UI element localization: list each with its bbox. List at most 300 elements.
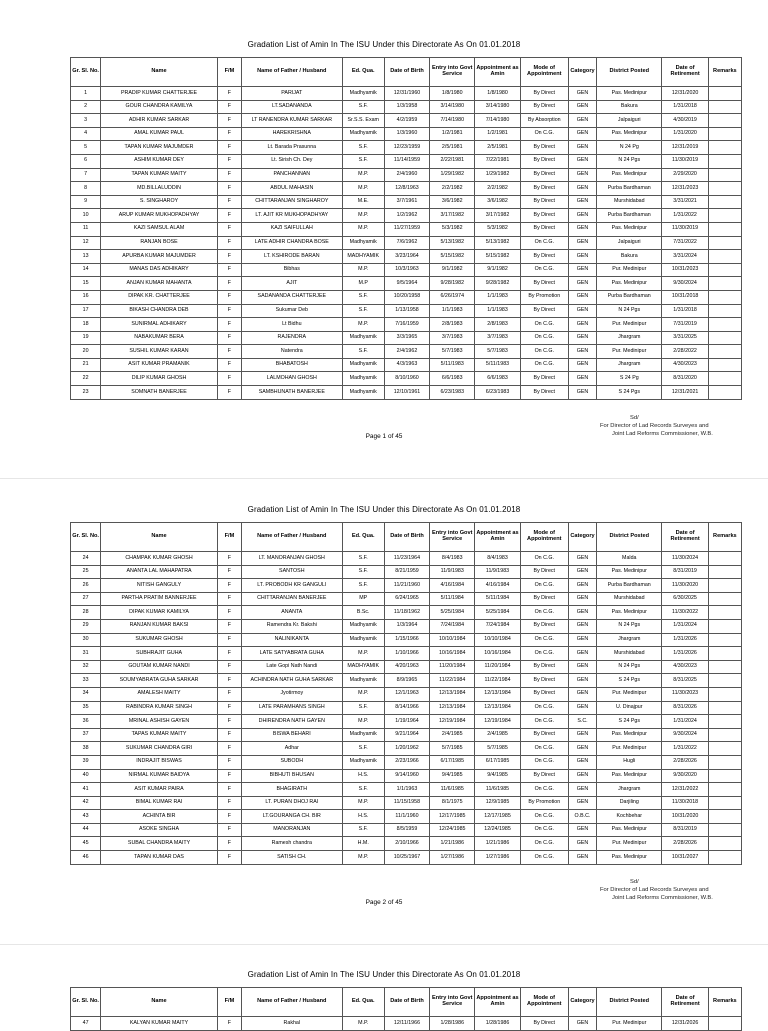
cell-name: AMALESH MAITY [101, 687, 218, 701]
cell-edu: S.F. [342, 290, 384, 304]
cell-mode: On C.G. [520, 755, 568, 769]
cell-appt: 11/20/1984 [475, 660, 520, 674]
cell-cat: GEN [568, 769, 596, 783]
cell-father: AJIT [242, 277, 343, 291]
cell-retire: 12/31/2019 [662, 141, 708, 155]
cell-cat: GEN [568, 742, 596, 756]
cell-remarks [708, 1017, 741, 1031]
cell-sl: 10 [71, 209, 101, 223]
cell-appt: 9/4/1985 [475, 769, 520, 783]
cell-dob: 11/14/1959 [384, 154, 429, 168]
cell-sl: 35 [71, 701, 101, 715]
cell-sl: 19 [71, 331, 101, 345]
cell-district: Jhargram [597, 633, 662, 647]
cell-fm: F [217, 552, 241, 566]
table-row [71, 579, 742, 593]
cell-appt: 2/8/1983 [475, 318, 520, 332]
col-appt-header: Appointment as Amin [475, 58, 520, 87]
cell-cat: GEN [568, 250, 596, 264]
cell-sl: 22 [71, 372, 101, 386]
cell-fm: F [217, 715, 241, 729]
cell-name: S. SINGHAROY [101, 195, 218, 209]
cell-appt: 5/15/1982 [475, 250, 520, 264]
cell-father: Lt Bidhu [242, 318, 343, 332]
cell-entry: 12/13/1984 [430, 687, 475, 701]
cell-entry: 10/10/1984 [430, 633, 475, 647]
cell-name: TAPAN KUMAR MAITY [101, 168, 218, 182]
cell-dob: 9/21/1964 [384, 728, 429, 742]
signature-line-1: For Director of Lad Records Surveyes and [600, 887, 709, 893]
cell-entry: 5/7/1983 [430, 345, 475, 359]
cell-retire: 11/30/2020 [662, 579, 708, 593]
cell-cat: GEN [568, 318, 596, 332]
cell-name: ASIT KUMAR PAIRA [101, 783, 218, 797]
cell-name: INDRAJIT BISWAS [101, 755, 218, 769]
cell-mode: By Direct [520, 592, 568, 606]
cell-entry: 1/8/1980 [430, 87, 475, 101]
cell-mode: By Direct [520, 100, 568, 114]
cell-father: Jyotirmoy [242, 687, 343, 701]
cell-appt: 5/11/1984 [475, 592, 520, 606]
cell-cat: GEN [568, 783, 596, 797]
cell-dob: 2/4/1960 [384, 168, 429, 182]
cell-remarks [708, 168, 741, 182]
cell-district: U. Dinajpur [597, 701, 662, 715]
cell-mode: By Direct [520, 277, 568, 291]
table-row [71, 222, 742, 236]
page-divider [0, 478, 768, 479]
cell-name: GOUTAM KUMAR NANDI [101, 660, 218, 674]
cell-dob: 4/20/1963 [384, 660, 429, 674]
cell-entry: 9/28/1982 [430, 277, 475, 291]
col-entry-header: Entry into Govt Service [430, 988, 475, 1017]
cell-entry: 3/7/1983 [430, 331, 475, 345]
cell-remarks [708, 290, 741, 304]
table-row [71, 345, 742, 359]
cell-district: S 24 Pgs [597, 715, 662, 729]
cell-entry: 5/11/1984 [430, 592, 475, 606]
cell-dob: 12/11/1966 [384, 1017, 429, 1031]
cell-remarks [708, 222, 741, 236]
cell-remarks [708, 331, 741, 345]
cell-appt: 11/22/1984 [475, 674, 520, 688]
cell-cat: GEN [568, 236, 596, 250]
cell-district: N 24 Pgs [597, 660, 662, 674]
cell-entry: 11/20/1984 [430, 660, 475, 674]
cell-cat: GEN [568, 114, 596, 128]
cell-name: APURBA KUMAR MAJUMDER [101, 250, 218, 264]
cell-remarks [708, 127, 741, 141]
cell-name: AMAL KUMAR PAUL [101, 127, 218, 141]
cell-appt: 3/7/1983 [475, 331, 520, 345]
cell-district: Darjiling [597, 796, 662, 810]
cell-retire: 11/30/2019 [662, 154, 708, 168]
table-row [71, 606, 742, 620]
table-row [71, 823, 742, 837]
cell-sl: 28 [71, 606, 101, 620]
cell-sl: 32 [71, 660, 101, 674]
cell-district: Pur. Medinipur [597, 263, 662, 277]
cell-cat: GEN [568, 331, 596, 345]
col-district-header: District Posted [597, 988, 662, 1017]
cell-appt: 5/7/1985 [475, 742, 520, 756]
cell-fm: F [217, 647, 241, 661]
cell-dob: 12/31/1960 [384, 87, 429, 101]
cell-entry: 1/21/1986 [430, 837, 475, 851]
cell-fm: F [217, 606, 241, 620]
cell-remarks [708, 358, 741, 372]
cell-name: MANAS DAS ADHIKARY [101, 263, 218, 277]
cell-cat: GEN [568, 565, 596, 579]
cell-entry: 7/24/1984 [430, 619, 475, 633]
cell-district: S 24 Pgs [597, 674, 662, 688]
cell-mode: On C.G. [520, 823, 568, 837]
table-row [71, 182, 742, 196]
cell-edu: H.M. [342, 837, 384, 851]
cell-appt: 5/25/1984 [475, 606, 520, 620]
cell-cat: S.C. [568, 715, 596, 729]
cell-sl: 5 [71, 141, 101, 155]
cell-remarks [708, 715, 741, 729]
table-row [71, 263, 742, 277]
cell-remarks [708, 728, 741, 742]
cell-fm: F [217, 127, 241, 141]
cell-remarks [708, 837, 741, 851]
cell-entry: 1/28/1986 [430, 1017, 475, 1031]
cell-remarks [708, 552, 741, 566]
cell-fm: F [217, 331, 241, 345]
cell-father: Adhar [242, 742, 343, 756]
cell-sl: 4 [71, 127, 101, 141]
cell-district: Jhargram [597, 331, 662, 345]
cell-sl: 1 [71, 87, 101, 101]
cell-father: SATISH CH. [242, 851, 343, 865]
cell-entry: 11/6/1985 [430, 783, 475, 797]
col-sl-header: Gr. Sl. No. [71, 988, 101, 1017]
cell-father: BHABATOSH [242, 358, 343, 372]
cell-father: LATE ADHIR CHANDRA BOSE [242, 236, 343, 250]
cell-father: Ramesh chandra [242, 837, 343, 851]
col-name-header: Name [101, 523, 218, 552]
cell-fm: F [217, 154, 241, 168]
cell-cat: GEN [568, 687, 596, 701]
col-cat-header: Category [568, 58, 596, 87]
cell-edu: H.S. [342, 769, 384, 783]
cell-dob: 12/8/1963 [384, 182, 429, 196]
cell-fm: F [217, 728, 241, 742]
cell-father: LT. KSHIRODE BARAN [242, 250, 343, 264]
cell-name: NIRMAL KUMAR BAIDYA [101, 769, 218, 783]
cell-dob: 3/23/1964 [384, 250, 429, 264]
cell-name: DIPAK KUMAR KAMILYA [101, 606, 218, 620]
cell-retire: 3/31/2025 [662, 331, 708, 345]
cell-sl: 42 [71, 796, 101, 810]
cell-retire: 9/30/2024 [662, 728, 708, 742]
cell-dob: 9/14/1960 [384, 769, 429, 783]
cell-retire: 1/31/2020 [662, 127, 708, 141]
col-cat-header: Category [568, 523, 596, 552]
cell-edu: S.F. [342, 565, 384, 579]
cell-mode: On C.G. [520, 263, 568, 277]
cell-appt: 6/23/1983 [475, 386, 520, 400]
table-row [71, 290, 742, 304]
cell-dob: 8/10/1960 [384, 372, 429, 386]
cell-father: Natendra [242, 345, 343, 359]
cell-remarks [708, 633, 741, 647]
cell-name: ASIT KUMAR PRAMANIK [101, 358, 218, 372]
cell-dob: 4/3/1963 [384, 358, 429, 372]
cell-district: Malda [597, 552, 662, 566]
cell-name: KAZI SAMSUL ALAM [101, 222, 218, 236]
cell-retire: 11/30/2023 [662, 687, 708, 701]
cell-remarks [708, 372, 741, 386]
cell-dob: 10/20/1958 [384, 290, 429, 304]
cell-fm: F [217, 742, 241, 756]
cell-mode: By Direct [520, 141, 568, 155]
cell-appt: 12/13/1984 [475, 701, 520, 715]
cell-district: Bakura [597, 100, 662, 114]
cell-cat: GEN [568, 633, 596, 647]
cell-cat: GEN [568, 345, 596, 359]
cell-entry: 10/16/1984 [430, 647, 475, 661]
cell-remarks [708, 87, 741, 101]
cell-district: Purba Bardhaman [597, 182, 662, 196]
col-edu-header: Ed. Qua. [342, 58, 384, 87]
cell-appt: 11/6/1985 [475, 783, 520, 797]
cell-remarks [708, 565, 741, 579]
page-2-number: Page 2 of 45 [365, 899, 403, 906]
table-row [71, 565, 742, 579]
table-row [71, 701, 742, 715]
cell-edu: Madhyamik [342, 372, 384, 386]
cell-remarks [708, 619, 741, 633]
cell-appt: 12/17/1985 [475, 810, 520, 824]
cell-mode: By Direct [520, 87, 568, 101]
cell-cat: GEN [568, 647, 596, 661]
cell-remarks [708, 263, 741, 277]
table-row [71, 619, 742, 633]
cell-entry: 7/14/1980 [430, 114, 475, 128]
cell-cat: GEN [568, 195, 596, 209]
cell-edu: Madhyamik [342, 87, 384, 101]
cell-appt: 12/19/1984 [475, 715, 520, 729]
cell-remarks [708, 660, 741, 674]
cell-father: LATE PARAMHANS SINGH [242, 701, 343, 715]
cell-fm: F [217, 236, 241, 250]
page-3-table [70, 987, 742, 1031]
cell-mode: By Direct [520, 1017, 568, 1031]
cell-cat: GEN [568, 619, 596, 633]
cell-cat: GEN [568, 386, 596, 400]
col-appt-header: Appointment as Amin [475, 988, 520, 1017]
cell-mode: By Direct [520, 168, 568, 182]
cell-remarks [708, 209, 741, 223]
cell-district: Pas. Medinipur [597, 823, 662, 837]
cell-retire: 11/30/2019 [662, 222, 708, 236]
cell-district: Hugli [597, 755, 662, 769]
cell-appt: 5/7/1983 [475, 345, 520, 359]
col-entry-header: Entry into Govt Service [430, 523, 475, 552]
cell-remarks [708, 114, 741, 128]
cell-father: CHITTARANJAN BANERJEE [242, 592, 343, 606]
cell-cat: GEN [568, 304, 596, 318]
col-father-header: Name of Father / Husband [242, 58, 343, 87]
page-3-title: Gradation List of Amin In The ISU Under this Directorate As On 01.01.2018 [247, 970, 521, 979]
col-district-header: District Posted [597, 58, 662, 87]
cell-district: Murshidabad [597, 195, 662, 209]
cell-fm: F [217, 345, 241, 359]
cell-entry: 3/17/1982 [430, 209, 475, 223]
cell-mode: On C.G. [520, 358, 568, 372]
cell-edu: Madhyamik [342, 127, 384, 141]
cell-cat: GEN [568, 222, 596, 236]
cell-district: N 24 Pgs [597, 304, 662, 318]
cell-father: SANTOSH [242, 565, 343, 579]
cell-entry: 4/16/1984 [430, 579, 475, 593]
table-row [71, 277, 742, 291]
col-retire-header: Date of Retirement [662, 988, 708, 1017]
cell-name: SUNIRMAL ADHIKARY [101, 318, 218, 332]
cell-mode: By Direct [520, 304, 568, 318]
cell-sl: 20 [71, 345, 101, 359]
cell-fm: F [217, 619, 241, 633]
cell-dob: 1/15/1966 [384, 633, 429, 647]
cell-edu: Madhyamik [342, 331, 384, 345]
cell-sl: 2 [71, 100, 101, 114]
page-1-number: Page 1 of 45 [365, 433, 403, 440]
cell-edu: M.P. [342, 851, 384, 865]
cell-sl: 24 [71, 552, 101, 566]
cell-fm: F [217, 810, 241, 824]
cell-cat: GEN [568, 837, 596, 851]
cell-retire: 11/30/2018 [662, 796, 708, 810]
cell-name: SUSHIL KUMAR KARAN [101, 345, 218, 359]
cell-dob: 2/4/1962 [384, 345, 429, 359]
cell-appt: 7/22/1981 [475, 154, 520, 168]
table-row [71, 687, 742, 701]
table-row [71, 728, 742, 742]
cell-cat: GEN [568, 823, 596, 837]
table-row [71, 715, 742, 729]
cell-appt: 2/2/1982 [475, 182, 520, 196]
cell-district: Pur. Medinipur [597, 1017, 662, 1031]
cell-sl: 26 [71, 579, 101, 593]
cell-entry: 2/2/1982 [430, 182, 475, 196]
cell-retire: 8/31/2019 [662, 565, 708, 579]
cell-remarks [708, 386, 741, 400]
cell-father: BISWA BEHARI [242, 728, 343, 742]
cell-name: MRINAL ASHISH GAYEN [101, 715, 218, 729]
cell-district: Pas. Medinipur [597, 87, 662, 101]
table-row [71, 633, 742, 647]
cell-retire: 1/31/2018 [662, 100, 708, 114]
col-sl-header: Gr. Sl. No. [71, 523, 101, 552]
table-row [71, 592, 742, 606]
table-row [71, 755, 742, 769]
cell-edu: M.E. [342, 195, 384, 209]
cell-dob: 11/27/1959 [384, 222, 429, 236]
cell-appt: 6/17/1985 [475, 755, 520, 769]
cell-district: N 24 Pgs [597, 154, 662, 168]
cell-edu: M.P. [342, 647, 384, 661]
cell-dob: 7/6/1962 [384, 236, 429, 250]
cell-edu: Madhyamik [342, 619, 384, 633]
cell-dob: 9/5/1964 [384, 277, 429, 291]
cell-sl: 14 [71, 263, 101, 277]
cell-edu: S.F. [342, 552, 384, 566]
cell-entry: 12/13/1984 [430, 701, 475, 715]
cell-remarks [708, 592, 741, 606]
cell-father: Late Gopi Nath Nandi [242, 660, 343, 674]
cell-fm: F [217, 783, 241, 797]
col-edu-header: Ed. Qua. [342, 523, 384, 552]
cell-cat: GEN [568, 660, 596, 674]
table-row [71, 372, 742, 386]
cell-cat: GEN [568, 579, 596, 593]
cell-cat: GEN [568, 851, 596, 865]
cell-cat: GEN [568, 168, 596, 182]
cell-district: S 24 Pgs [597, 386, 662, 400]
cell-name: BIMAL KUMAR RAI [101, 796, 218, 810]
cell-fm: F [217, 318, 241, 332]
signature-line-1: For Director of Lad Records Surveyes and [600, 423, 709, 429]
table-row [71, 837, 742, 851]
cell-edu: M.P. [342, 182, 384, 196]
sd-mark: Sd/ [630, 879, 639, 885]
cell-entry: 5/3/1982 [430, 222, 475, 236]
cell-dob: 1/10/1966 [384, 647, 429, 661]
cell-remarks [708, 769, 741, 783]
cell-dob: 1/13/1958 [384, 304, 429, 318]
table-row [71, 195, 742, 209]
cell-appt: 2/5/1981 [475, 141, 520, 155]
cell-remarks [708, 647, 741, 661]
cell-dob: 2/10/1966 [384, 837, 429, 851]
cell-mode: By Direct [520, 386, 568, 400]
cell-father: BIBHUTI BHUSAN [242, 769, 343, 783]
col-father-header: Name of Father / Husband [242, 523, 343, 552]
cell-cat: GEN [568, 728, 596, 742]
cell-edu: S.F. [342, 100, 384, 114]
cell-appt: 1/8/1980 [475, 87, 520, 101]
cell-name: PRADIP KUMAR CHATTERJEE [101, 87, 218, 101]
cell-appt: 7/24/1984 [475, 619, 520, 633]
page-2-title: Gradation List of Amin In The ISU Under this Directorate As On 01.01.2018 [247, 505, 521, 514]
cell-appt: 5/13/1982 [475, 236, 520, 250]
cell-remarks [708, 304, 741, 318]
cell-father: LT RANENDRA KUMAR SARKAR [242, 114, 343, 128]
page-1-title: Gradation List of Amin In The ISU Under this Directorate As On 01.01.2018 [247, 40, 521, 49]
cell-retire: 12/31/2020 [662, 87, 708, 101]
cell-remarks [708, 345, 741, 359]
cell-entry: 2/4/1985 [430, 728, 475, 742]
cell-mode: On C.G. [520, 742, 568, 756]
cell-entry: 6/17/1985 [430, 755, 475, 769]
col-dob-header: Date of Birth [384, 523, 429, 552]
cell-appt: 3/6/1982 [475, 195, 520, 209]
cell-dob: 7/16/1959 [384, 318, 429, 332]
cell-name: SUBAL CHANDRA MAITY [101, 837, 218, 851]
cell-sl: 23 [71, 386, 101, 400]
cell-mode: By Direct [520, 674, 568, 688]
cell-entry: 6/26/1974 [430, 290, 475, 304]
table-row [71, 331, 742, 345]
cell-dob: 8/5/1959 [384, 823, 429, 837]
cell-father: LT. PROBODH KR GANGULI [242, 579, 343, 593]
cell-district: Murshidabad [597, 647, 662, 661]
cell-edu: S.F. [342, 141, 384, 155]
cell-mode: On C.G. [520, 810, 568, 824]
